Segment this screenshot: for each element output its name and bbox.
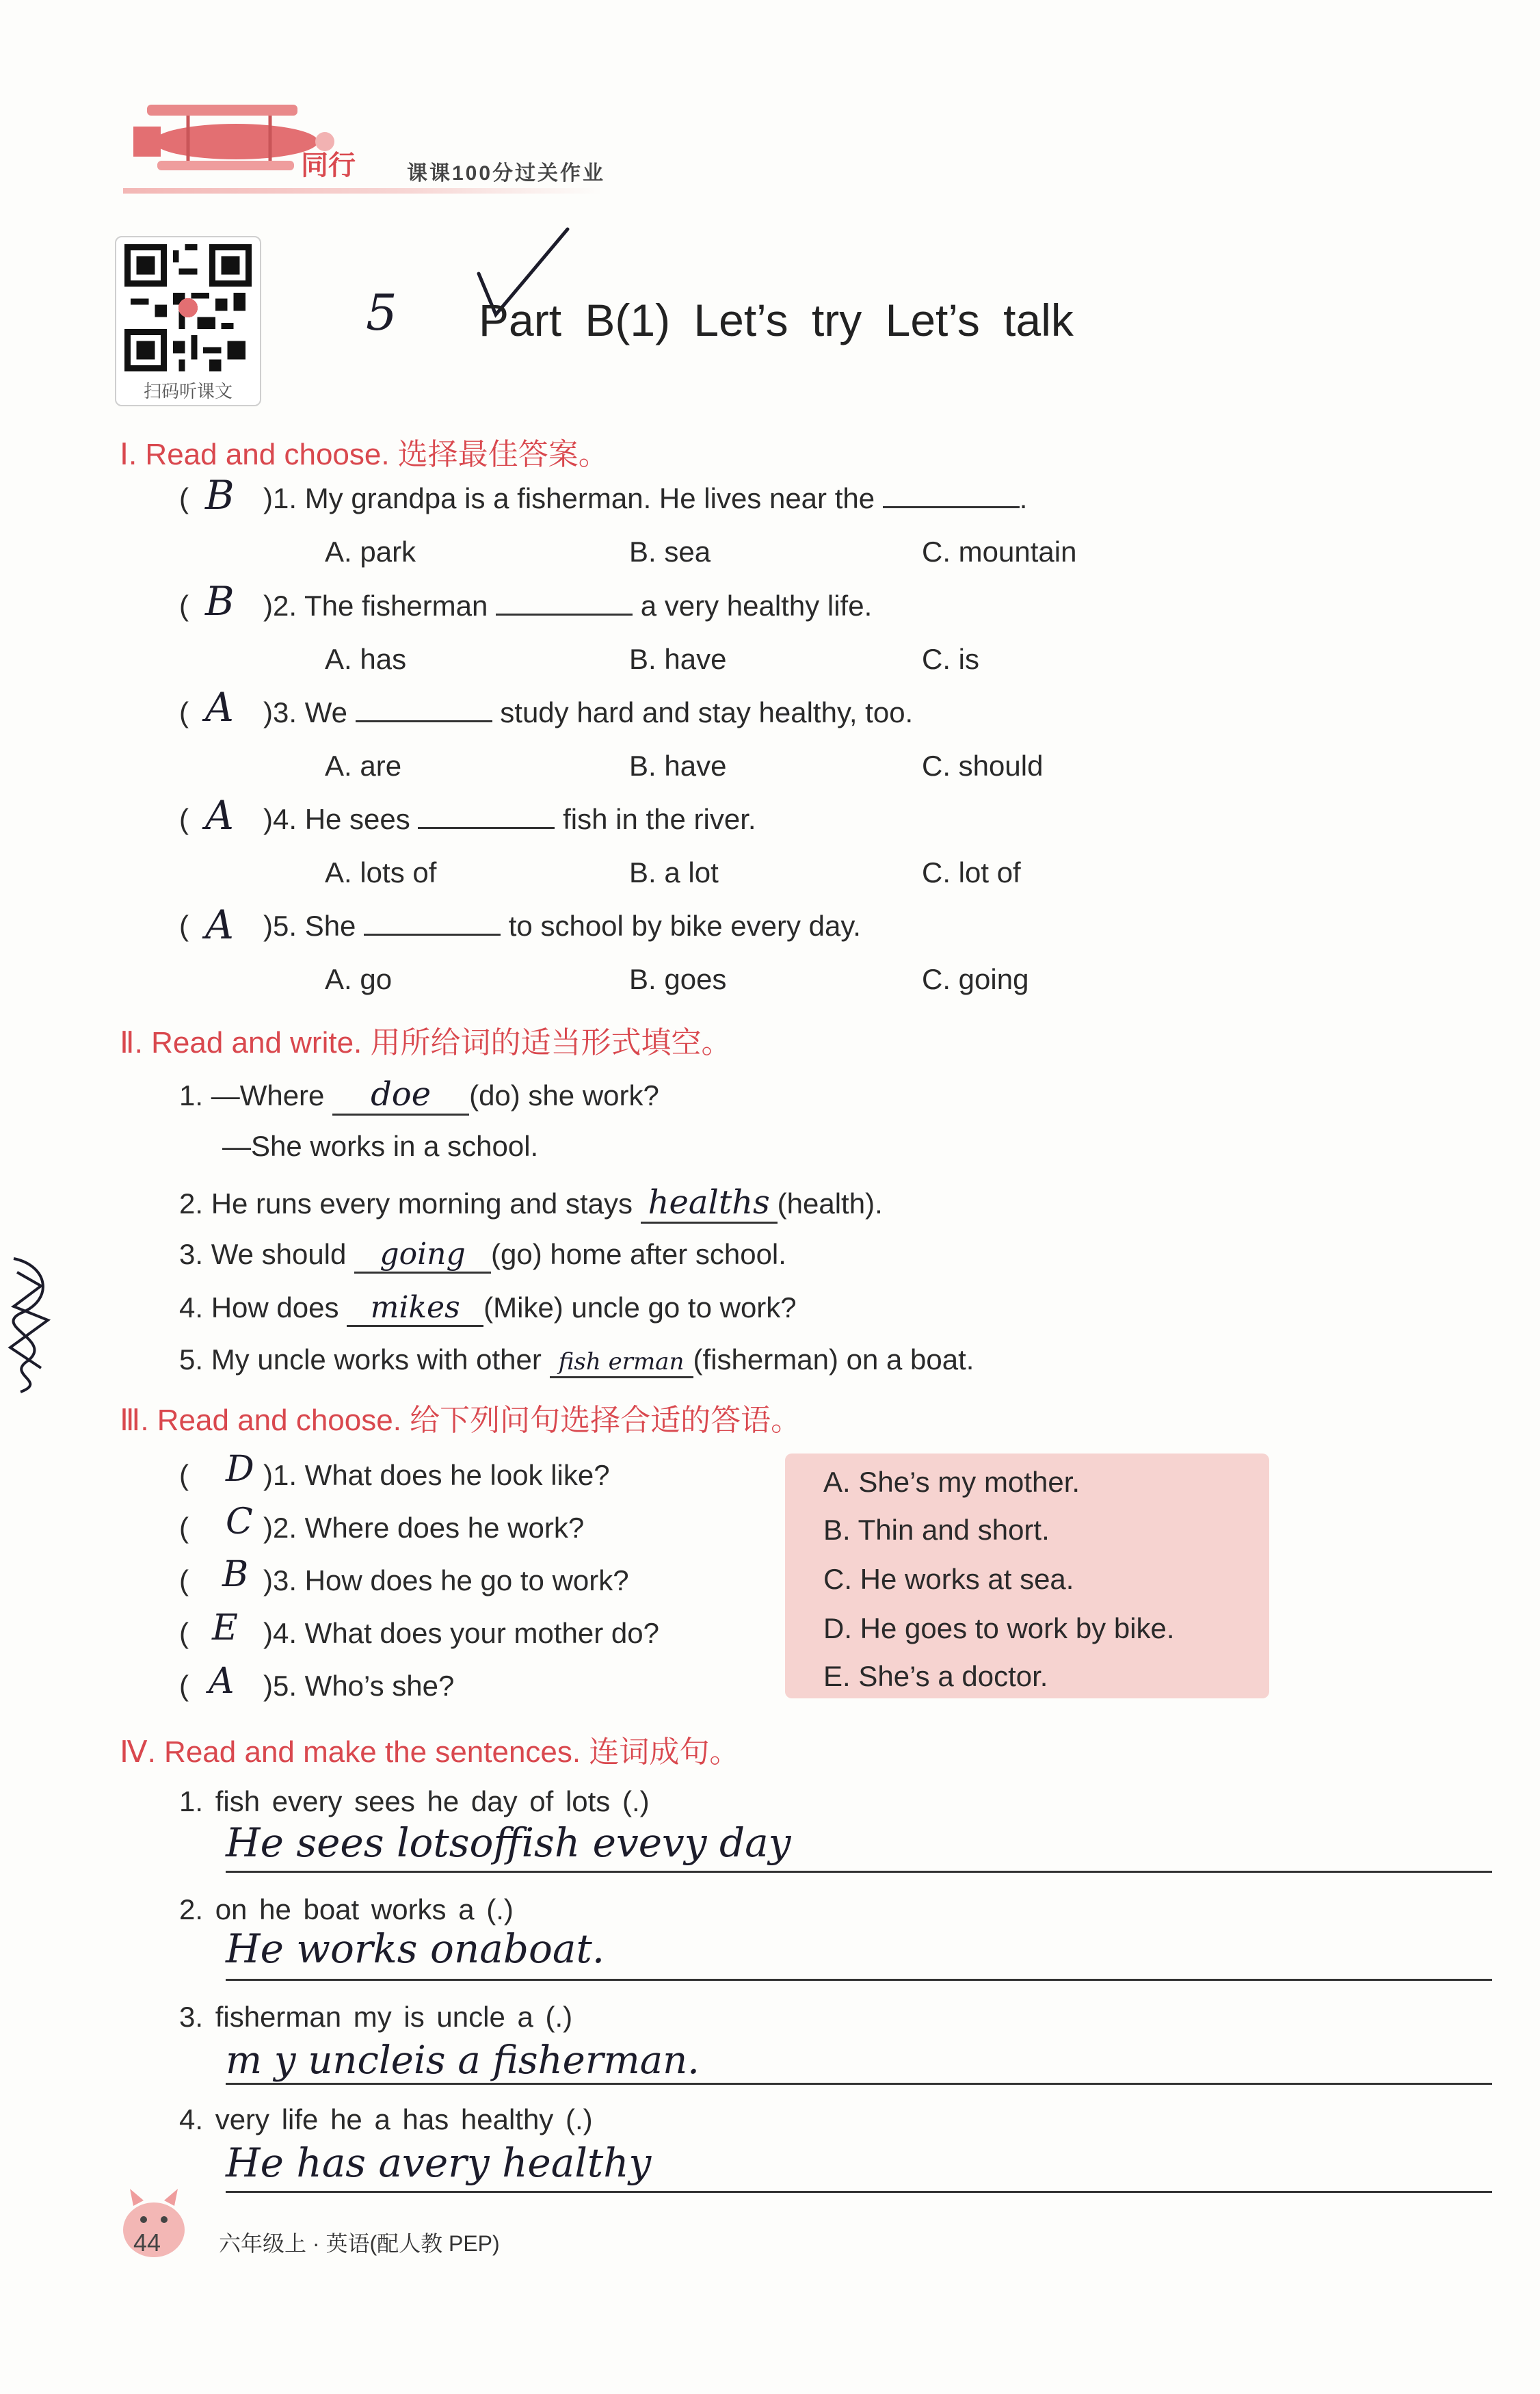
answer-4: A <box>205 792 234 839</box>
option-a: A. has <box>325 643 407 675</box>
pen-scribble-mark <box>0 1245 62 1402</box>
option-c: C. should <box>922 750 1044 782</box>
section-2-item-5: 5. My uncle works with other fish erman (fisherman) on a boat. <box>179 1343 974 1378</box>
page-number: 44 <box>133 2228 161 2257</box>
qr-code-icon <box>124 244 252 371</box>
option-b: B. goes <box>629 963 727 995</box>
sentence-answer-3: m y uncleis a fisherman. <box>226 2038 700 2083</box>
choice-b: B. Thin and short. <box>823 1514 1050 1546</box>
answer-line-2 <box>226 1979 1492 1981</box>
choice-a: A. She’s my mother. <box>823 1466 1080 1498</box>
option-c: C. mountain <box>922 536 1077 568</box>
header-tag: 同行 <box>301 150 356 181</box>
header-series: 课课100分过关作业 <box>407 162 606 185</box>
sentence-answer-4: He has avery healthy <box>226 2140 652 2186</box>
answer-5: A <box>205 902 234 948</box>
fill-answer-2: healths <box>648 1183 770 1222</box>
section-3-heading: Ⅲ. Read and choose. 给下列问句选择合适的答语。 <box>120 1404 801 1437</box>
option-a: A. park <box>325 536 416 568</box>
option-c: C. lot of <box>922 856 1021 889</box>
match-answer-2: C <box>226 1501 253 1542</box>
answer-3: A <box>205 684 234 731</box>
option-b: B. have <box>629 750 727 782</box>
answer-line-4 <box>226 2191 1492 2193</box>
answer-line-3 <box>226 2083 1492 2085</box>
section-4-words-4: 4. very life he a has healthy (.) <box>179 2103 593 2135</box>
option-c: C. is <box>922 643 979 675</box>
option-b: B. sea <box>629 536 711 568</box>
match-answer-4: E <box>212 1607 238 1648</box>
section-2-reply: —She works in a school. <box>222 1130 539 1162</box>
handwritten-score: 5 <box>366 284 397 341</box>
option-c: C. going <box>922 963 1029 995</box>
sentence-answer-1: He sees lotsoffish evevy day <box>226 1819 791 1866</box>
option-a: A. lots of <box>325 856 437 889</box>
option-b: B. have <box>629 643 727 675</box>
choice-d: D. He goes to work by bike. <box>823 1612 1175 1644</box>
fill-answer-4: mikes <box>370 1290 460 1325</box>
choice-c: C. He works at sea. <box>823 1563 1074 1595</box>
fill-answer-1: doe <box>371 1075 432 1114</box>
section-2-item-2: 2. He runs every morning and stays healths (health). <box>179 1183 883 1224</box>
match-answer-5: A <box>209 1661 235 1702</box>
page-title: Part B(1) Let’s try Let’s talk <box>479 295 1074 345</box>
answer-choices-box <box>785 1454 1269 1698</box>
section-4-words-2: 2. on he boat works a (.) <box>179 1893 514 1925</box>
answer-line-1 <box>226 1871 1492 1873</box>
section-2-item-3: 3. We should going (go) home after school. <box>179 1237 786 1274</box>
answer-1: B <box>205 472 235 518</box>
section-4-words-1: 1. fish every sees he day of lots (.) <box>179 1785 650 1817</box>
section-4-heading: Ⅳ. Read and make the sentences. 连词成句。 <box>120 1735 740 1769</box>
sentence-answer-2: He works onaboat. <box>226 1925 605 1972</box>
header-divider <box>123 188 602 194</box>
section-1-heading: Ⅰ. Read and choose. 选择最佳答案。 <box>120 438 609 471</box>
fill-answer-3: going <box>380 1237 466 1272</box>
option-a: A. go <box>325 963 393 995</box>
section-2-item-4: 4. How does mikes (Mike) uncle go to work? <box>179 1290 797 1327</box>
section-4-words-3: 3. fisherman my is uncle a (.) <box>179 2001 573 2033</box>
footer-text: 六年级上 · 英语(配人教 PEP) <box>219 2231 500 2256</box>
section-2-item-1: 1. —Where doe (do) she work? <box>179 1075 659 1116</box>
match-answer-3: B <box>222 1554 249 1595</box>
match-answer-1: D <box>226 1449 254 1490</box>
qr-code-panel[interactable] <box>115 236 261 406</box>
section-2-heading: Ⅱ. Read and write. 用所给词的适当形式填空。 <box>120 1026 732 1060</box>
fill-answer-5: fish erman <box>558 1348 685 1376</box>
answer-2: B <box>205 578 235 624</box>
qr-caption: 扫码听课文 <box>143 381 233 402</box>
option-b: B. a lot <box>629 856 719 889</box>
option-a: A. are <box>325 750 402 782</box>
choice-e: E. She’s a doctor. <box>823 1660 1048 1692</box>
